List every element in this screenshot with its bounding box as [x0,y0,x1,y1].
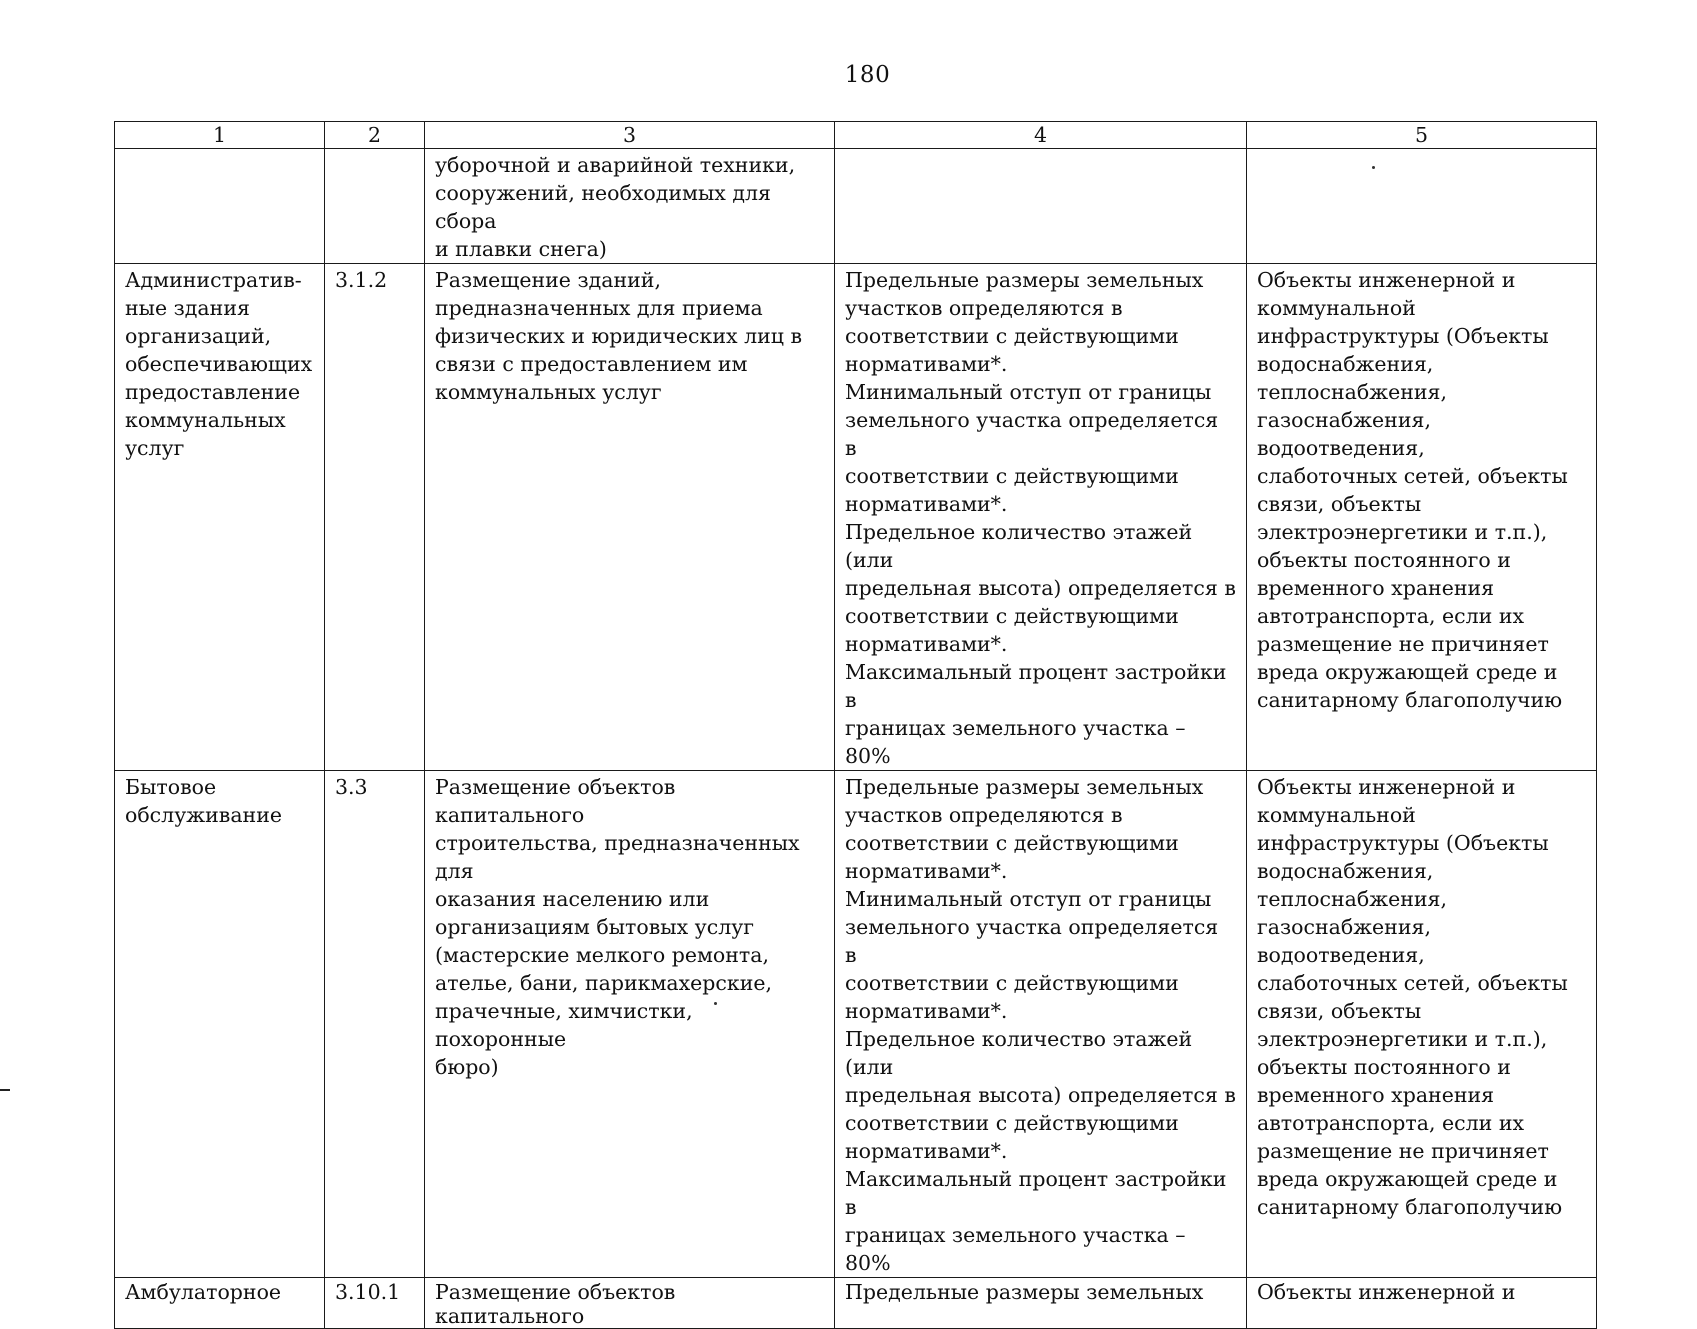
table-header-row [115,122,1597,149]
use-name-cell: Административ- ные здания организаций, обеспечивающих предоставление коммунальных услуг [115,264,325,771]
use-description-cell: Размещение объектов капитального [425,1278,835,1329]
auxiliary-uses-cell: Объекты инженерной и коммунальной инфраструктуры (Объекты водоснабжения, теплоснабжения, газоснабжения, водоотведения, слаботочных сетей, объекты связи, объекты электроэнергетики и т.п.), объекты постоянного и временного хранения автотранспорта, если их размещение не причиняет вреда окружающей среде и санитарному благополучию [1247,771,1597,1278]
auxiliary-uses-cell: Объекты инженерной и [1247,1278,1597,1329]
use-description-cell: Размещение зданий, предназначенных для приема физических и юридических лиц в связи с предоставлением им коммунальных услуг [425,264,835,771]
header-cell-4: 4 [835,122,1247,149]
page-number: 180 [844,62,891,88]
use-name-cell: Бытовое обслуживание [115,771,325,1278]
scan-speck [1372,166,1375,169]
parameters-cell: Предельные размеры земельных участков определяются в соответствии с действующими нормативами*. Минимальный отступ от границы земельного участка определяется в соответствии с действующими нормативами*. Предельное количество этажей (или предельная высота) определяется в соответствии с действующими нормативами*. Максимальный процент застройки в границах земельного участка – 80% [835,264,1247,771]
auxiliary-uses-cell: Объекты инженерной и коммунальной инфраструктуры (Объекты водоснабжения, теплоснабжения, газоснабжения, водоотведения, слаботочных сетей, объекты связи, объекты электроэнергетики и т.п.), объекты постоянного и временного хранения автотранспорта, если их размещение не причиняет вреда окружающей среде и санитарному благополучию [1247,264,1597,771]
margin-mark [0,1089,10,1091]
use-description-cell: уборочной и аварийной техники, сооружений, необходимых для сбора и плавки снега) [425,149,835,264]
scan-speck [714,1002,717,1005]
use-name-cell [115,149,325,264]
table-row [115,771,1597,1278]
use-name-cell: Амбулаторное [115,1278,325,1329]
use-code-cell: 3.10.1 [325,1278,425,1329]
parameters-cell: Предельные размеры земельных участков определяются в соответствии с действующими нормативами*. Минимальный отступ от границы земельного участка определяется в соответствии с действующими нормативами*. Предельное количество этажей (или предельная высота) определяется в соответствии с действующими нормативами*. Максимальный процент застройки в границах земельного участка – 80% [835,771,1247,1278]
use-code-cell [325,149,425,264]
parameters-cell: Предельные размеры земельных [835,1278,1247,1329]
use-code-cell: 3.1.2 [325,264,425,771]
table-row [115,264,1597,771]
header-cell-2: 2 [325,122,425,149]
parameters-cell [835,149,1247,264]
use-description-cell: Размещение объектов капитального строительства, предназначенных для оказания населению или организациям бытовых услуг (мастерские мелкого ремонта, ателье, бани, парикмахерские, прачечные, химчистки, похоронные бюро) [425,771,835,1278]
land-use-table [114,121,1597,1329]
header-cell-3: 3 [425,122,835,149]
table-row [115,1278,1597,1329]
use-code-cell: 3.3 [325,771,425,1278]
header-cell-1: 1 [115,122,325,149]
auxiliary-uses-cell [1247,149,1597,264]
header-cell-5: 5 [1247,122,1597,149]
